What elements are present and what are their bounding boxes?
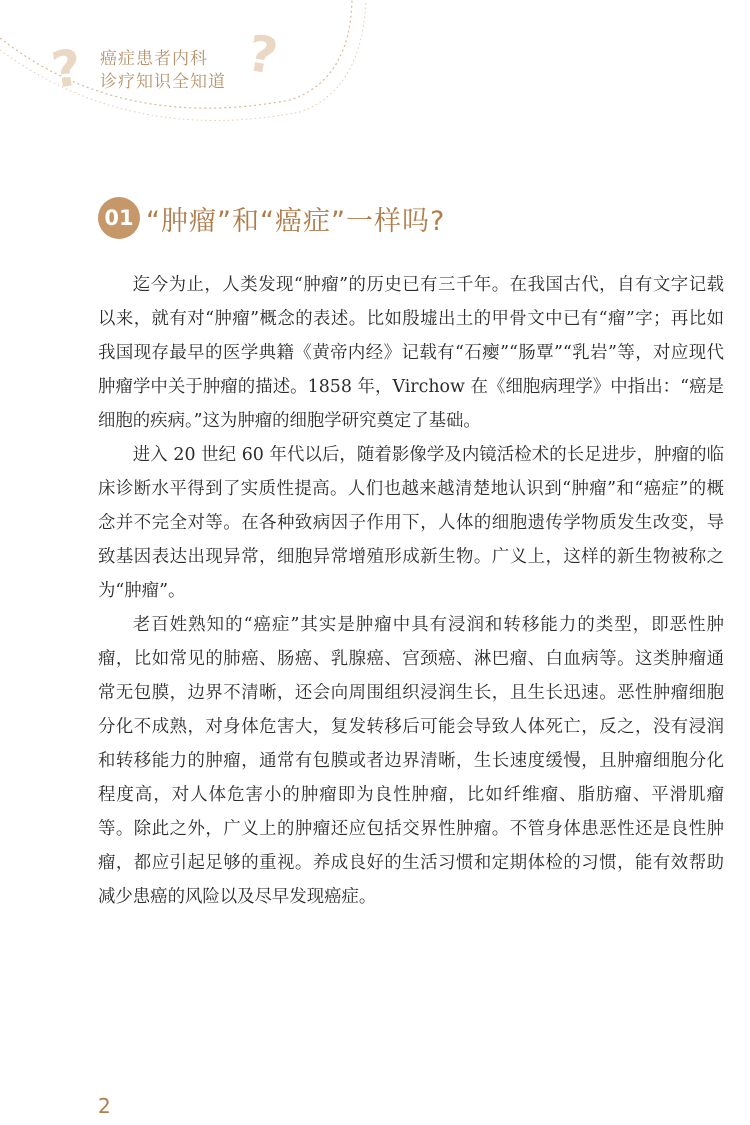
running-header: [0, 0, 750, 130]
paragraph: 老百姓熟知的“癌症”其实是肿瘤中具有浸润和转移能力的类型，即恶性肿瘤，比如常见的肺癌、肠癌、乳腺癌、宫颈癌、淋巴瘤、白血病等。这类肿瘤通常无包膜，边界不清晰，还会向周围组织浸润生长，且生长迅速。恶性肿瘤细胞分化不成熟，对身体危害大，复发转移后可能会导致人体死亡，反之，没有浸润和转移能力的肿瘤，通常有包膜或者边界清晰，生长速度缓慢，且肿瘤细胞分化程度高，对人体危害小的肿瘤即为良性肿瘤，比如纤维瘤、脂肪瘤、平滑肌瘤等。除此之外，广义上的肿瘤还应包括交界性肿瘤。不管身体患恶性还是良性肿瘤，都应引起足够的重视。养成良好的生活习惯和定期体检的习惯，能有效帮助减少患癌的风险以及尽早发现癌症。: [98, 615, 724, 907]
book-title-line-1: 癌症患者内科: [100, 49, 208, 69]
paragraph: 进入 20 世纪 60 年代以后，随着影像学及内镜活检术的长足进步，肿瘤的临床诊断水平得到了实质性提高。人们也越来越清楚地认识到“肿瘤”和“癌症”的概念并不完全对等。在各种致病因子作用下，人体的细胞遗传学物质发生改变，导致基因表达出现异常，细胞异常增殖形成新生物。广义上，这样的新生物被称之为“肿瘤”。: [98, 445, 724, 601]
question-mark-icon: ?: [48, 38, 85, 100]
section-number-badge: 01: [98, 197, 140, 239]
section-heading: [98, 196, 445, 240]
book-title-line-2: 诊疗知识全知道: [100, 72, 226, 92]
question-mark-icon: ?: [243, 23, 282, 87]
page-number: 2: [98, 1094, 111, 1118]
book-title: [100, 48, 226, 94]
paragraph: 迄今为止，人类发现“肿瘤”的历史已有三千年。在我国古代，自有文字记载以来，就有对“肿瘤”概念的表述。比如殷墟出土的甲骨文中已有“瘤”字；再比如我国现存最早的医学典籍《黄帝内经》记载有“石瘿”“肠覃”“乳岩”等，对应现代肿瘤学中关于肿瘤的描述。1858 年，Virchow 在《细胞病理学》中指出：“癌是细胞的疾病。”这为肿瘤的细胞学研究奠定了基础。: [98, 275, 724, 431]
section-title: “肿瘤”和“癌症”一样吗?: [146, 205, 446, 237]
body-text: [98, 268, 724, 914]
